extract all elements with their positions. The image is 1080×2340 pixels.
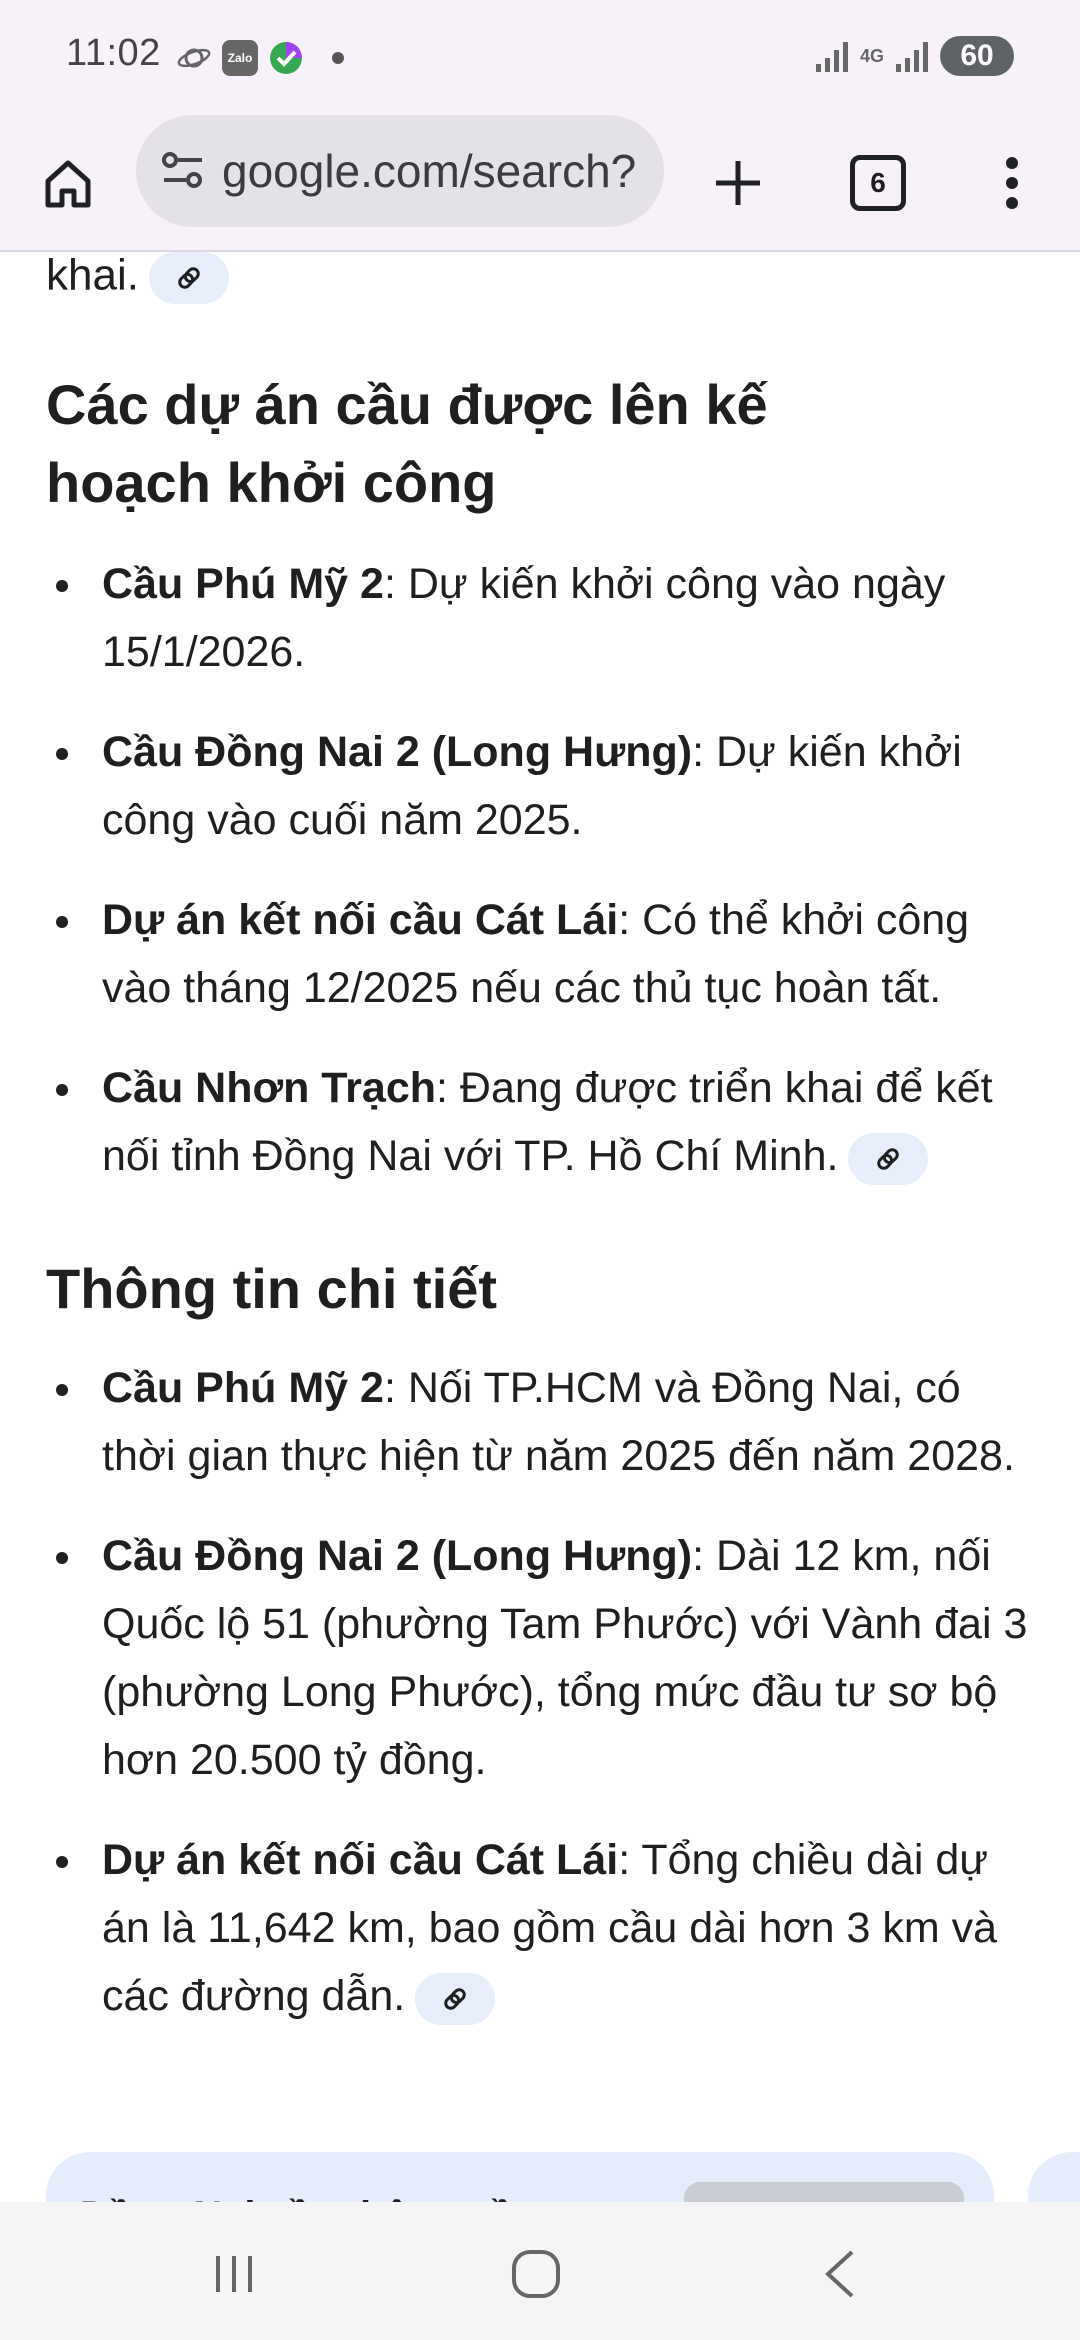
item-title: Dự án kết nối cầu Cát Lái — [102, 896, 619, 944]
source-link-chip[interactable] — [149, 252, 229, 304]
nav-home-icon — [510, 2248, 562, 2300]
zalo-icon — [222, 40, 258, 76]
section-heading-details: Thông tin chi tiết — [46, 1257, 498, 1320]
address-bar[interactable] — [136, 115, 664, 227]
fragment-text: khai. — [46, 252, 139, 300]
zalo-label: Zalo — [227, 51, 253, 65]
source-link-chip[interactable] — [415, 1973, 495, 2025]
back-button[interactable] — [790, 2224, 890, 2324]
recents-button[interactable] — [184, 2224, 284, 2324]
item-text: : Dự kiến khởi công vào cuối năm 2025. — [102, 728, 962, 844]
more-notifications-dot — [332, 52, 344, 64]
link-icon — [175, 264, 203, 292]
item-text: : Nối TP.HCM và Đồng Nai, có thời gian thực hiện từ năm 2025 đến năm 2028. — [102, 1364, 1015, 1480]
browser-toolbar — [0, 115, 1080, 252]
more-vert-icon — [1002, 155, 1022, 211]
list-item — [0, 718, 1060, 854]
section-heading-planned: Các dự án cầu được lên kế hoạch khởi công — [46, 373, 768, 514]
system-nav-bar — [0, 2202, 1080, 2340]
item-text: : Dự kiến khởi công vào ngày 15/1/2026. — [102, 560, 946, 676]
item-title: Dự án kết nối cầu Cát Lái — [102, 1836, 619, 1884]
item-title: Cầu Đồng Nai 2 (Long Hưng) — [102, 1532, 693, 1580]
details-list — [0, 1354, 1060, 2062]
nebula-icon — [176, 40, 212, 76]
home-button[interactable] — [18, 133, 118, 233]
signal-icon — [816, 40, 848, 72]
list-item — [0, 1826, 1060, 2030]
system-indicators — [816, 36, 1014, 76]
item-title: Cầu Phú Mỹ 2 — [102, 1364, 384, 1412]
check-app-icon — [268, 40, 304, 76]
item-text: : Tổng chiều dài dự án là 11,642 km, bao gồm cầu dài hơn 3 km và các đường dẫn. — [102, 1836, 998, 2020]
recents-icon — [210, 2250, 258, 2298]
item-title: Cầu Phú Mỹ 2 — [102, 560, 384, 608]
status-time: 11:02 — [66, 32, 161, 74]
item-title: Cầu Nhơn Trạch — [102, 1064, 437, 1112]
item-text: : Đang được triển khai để kết nối tỉnh Đồng Nai với TP. Hồ Chí Minh. — [102, 1064, 993, 1180]
planned-bridges-list — [0, 550, 1060, 1222]
list-item — [0, 1522, 1060, 1794]
link-icon — [441, 1985, 469, 2013]
tune-icon[interactable] — [158, 146, 208, 196]
ai-overview-content — [0, 252, 1080, 2202]
list-item — [0, 550, 1060, 686]
plus-icon — [712, 157, 764, 209]
text-fragment — [46, 252, 229, 304]
item-text: : Dài 12 km, nối Quốc lộ 51 (phường Tam Phước) với Vành đai 3 (phường Long Phước), tổng mức đầu tư sơ bộ hơn 20.500 tỷ đồng. — [102, 1532, 1028, 1784]
back-icon — [820, 2248, 860, 2300]
nav-home-button[interactable] — [486, 2224, 586, 2324]
network-type: 4G — [859, 46, 884, 66]
battery-indicator: 60 — [940, 36, 1014, 76]
status-bar — [0, 0, 1080, 115]
list-item — [0, 1054, 1060, 1190]
item-title: Cầu Đồng Nai 2 (Long Hưng) — [102, 728, 693, 776]
link-icon — [874, 1145, 902, 1173]
item-text: : Có thể khởi công vào tháng 12/2025 nếu các thủ tục hoàn tất. — [102, 896, 970, 1012]
signal-icon-2 — [896, 40, 928, 72]
list-item — [0, 1354, 1060, 1490]
tab-switcher-button[interactable] — [828, 133, 928, 233]
notification-icons — [176, 40, 344, 76]
menu-button[interactable] — [962, 133, 1062, 233]
tab-count: 6 — [850, 155, 906, 211]
list-item — [0, 886, 1060, 1022]
home-icon — [40, 155, 96, 211]
url-text[interactable]: google.com/search? — [222, 145, 637, 197]
source-link-chip[interactable] — [848, 1133, 928, 1185]
new-tab-button[interactable] — [688, 133, 788, 233]
